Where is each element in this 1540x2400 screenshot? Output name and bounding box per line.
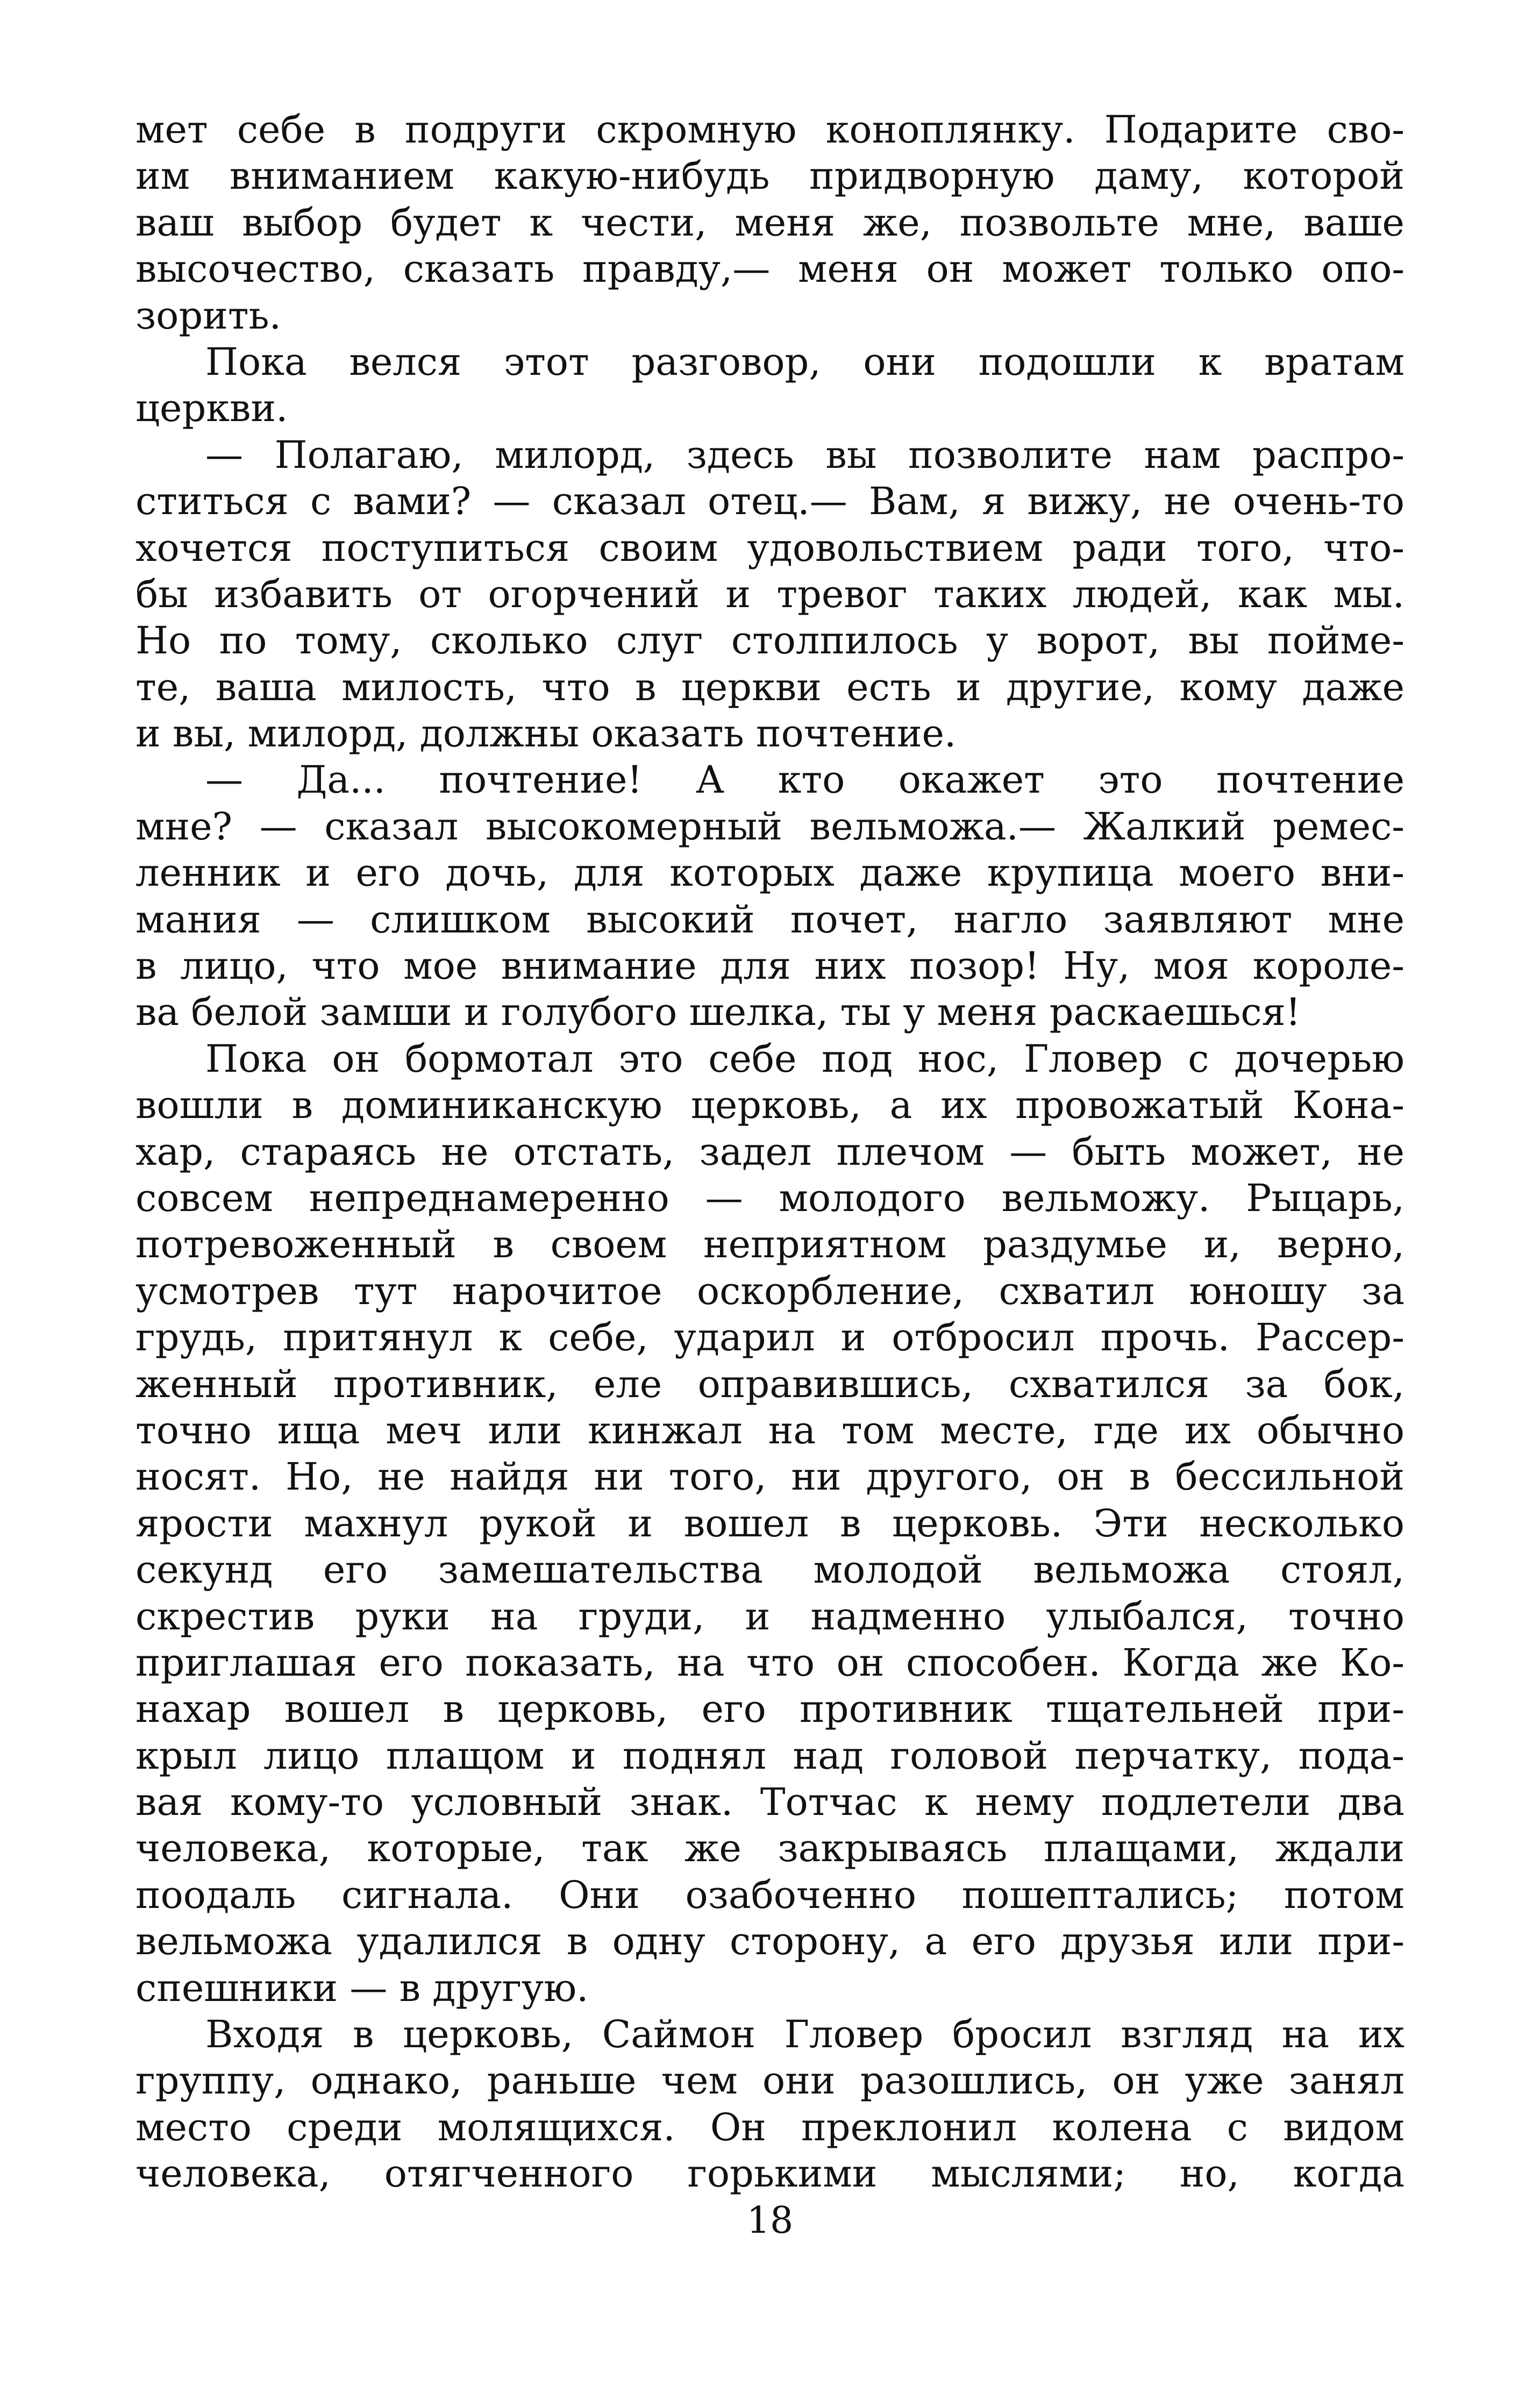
text-line: в лицо, что мое внимание для них позор! Ну, моя короле- — [136, 944, 1404, 988]
text-line: мет себе в подруги скромную коноплянку. Подарите сво- — [136, 108, 1404, 152]
text-line: ва белой замши и голубого шелка, ты у меня раскаешься! — [136, 990, 1301, 1035]
paragraph — [136, 432, 1404, 757]
text-line: крыл лицо плащом и поднял над головой перчатку, пода- — [136, 1733, 1404, 1778]
text-line: поодаль сигнала. Они озабоченно пошептались; потом — [136, 1872, 1404, 1917]
text-line: зорить. — [136, 293, 281, 338]
text-line: мне? — сказал высокомерный вельможа.— Жалкий ремес- — [136, 804, 1404, 849]
text-line: хар, стараясь не отстать, задел плечом — быть может, не — [136, 1129, 1404, 1174]
page-number: 18 — [746, 2199, 794, 2242]
paragraph — [136, 2011, 1404, 2197]
text-line: точно ища меч или кинжал на том месте, где их обычно — [136, 1408, 1404, 1452]
text-line: Входя в церковь, Саймон Гловер бросил взгляд на их — [205, 2012, 1404, 2057]
text-line: нахар вошел в церковь, его противник тщательней при- — [136, 1687, 1404, 1732]
text-line: вая кому-то условный знак. Тотчас к нему подлетели два — [136, 1780, 1404, 1825]
text-line: ваш выбор будет к чести, меня же, позвольте мне, ваше — [136, 200, 1404, 245]
text-line: вельможа удалился в одну сторону, а его друзья или при- — [136, 1919, 1404, 1964]
text-line: место среди молящихся. Он преклонил колена с видом — [136, 2105, 1404, 2149]
text-line: женный противник, еле оправившись, схватился за бок, — [136, 1362, 1404, 1406]
text-line: те, ваша милость, что в церкви есть и другие, кому даже — [136, 665, 1404, 709]
text-line: Пока он бормотал это себе под нос, Гловер с дочерью — [205, 1036, 1404, 1081]
text-line: — Да... почтение! А кто окажет это почтение — [205, 758, 1404, 802]
text-line: носят. Но, не найдя ни того, ни другого, он в бессильной — [136, 1455, 1404, 1499]
text-line: хочется поступиться своим удовольствием ради того, что- — [136, 525, 1404, 570]
text-line: секунд его замешательства молодой вельможа стоял, — [136, 1548, 1404, 1592]
text-line: вошли в доминиканскую церковь, а их провожатый Кона- — [136, 1083, 1404, 1128]
text-line: церкви. — [136, 386, 288, 431]
text-line: совсем непреднамеренно — молодого вельможу. Рыцарь, — [136, 1176, 1404, 1220]
text-line: грудь, притянул к себе, ударил и отбросил прочь. Рассер- — [136, 1315, 1404, 1360]
body-text — [136, 106, 1404, 2197]
text-line: ститься с вами? — сказал отец.— Вам, я вижу, не очень-то — [136, 479, 1404, 524]
text-line: человека, которые, так же закрываясь плащами, ждали — [136, 1826, 1404, 1871]
text-line: приглашая его показать, на что он способен. Когда же Ко- — [136, 1640, 1404, 1685]
text-line: группу, однако, раньше чем они разошлись, он уже занял — [136, 2059, 1404, 2103]
text-line: им вниманием какую-нибудь придворную даму, которой — [136, 154, 1404, 198]
text-line: усмотрев тут нарочитое оскорбление, схватил юношу за — [136, 1269, 1404, 1313]
text-line: ленник и его дочь, для которых даже крупица моего вни- — [136, 851, 1404, 895]
text-line: спешники — в другую. — [136, 1965, 589, 2010]
text-line: ярости махнул рукой и вошел в церковь. Эти несколько — [136, 1501, 1404, 1546]
paragraph — [136, 106, 1404, 339]
text-line: — Полагаю, милорд, здесь вы позволите нам распро- — [205, 432, 1404, 477]
text-line: бы избавить от огорчений и тревог таких людей, как мы. — [136, 572, 1404, 616]
paragraph — [136, 1036, 1404, 2011]
text-line: и вы, милорд, должны оказать почтение. — [136, 711, 957, 756]
text-line: Но по тому, сколько слуг столпилось у ворот, вы пойме- — [136, 618, 1404, 663]
text-line: человека, отягченного горькими мыслями; но, когда — [136, 2152, 1404, 2196]
text-line: мания — слишком высокий почет, нагло заявляют мне — [136, 897, 1404, 942]
paragraph — [136, 757, 1404, 1035]
text-line: скрестив руки на груди, и надменно улыбался, точно — [136, 1594, 1404, 1639]
text-line: высочество, сказать правду,— меня он может только опо- — [136, 247, 1404, 291]
text-line: Пока велся этот разговор, они подошли к вратам — [205, 339, 1404, 384]
text-line: потревоженный в своем неприятном раздумье и, верно, — [136, 1222, 1404, 1267]
paragraph — [136, 339, 1404, 432]
